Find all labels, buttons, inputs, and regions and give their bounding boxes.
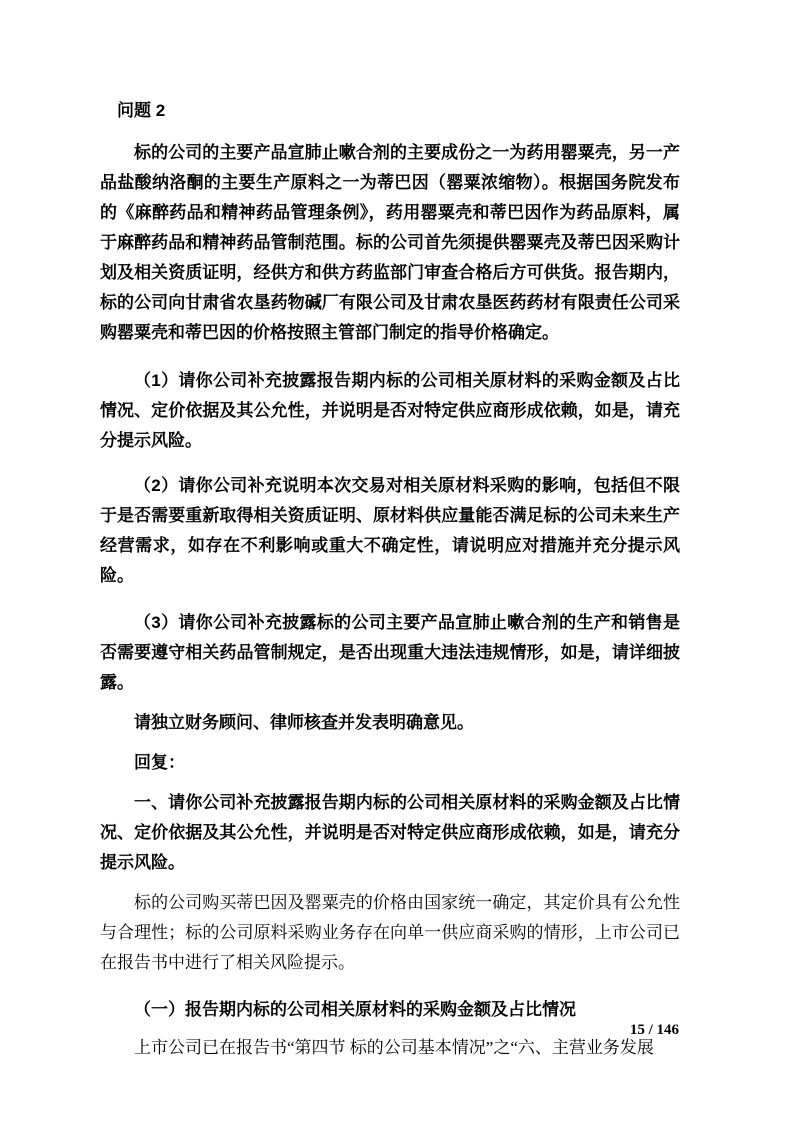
section-heading: （一）报告期内标的公司相关原材料的采购金额及占比情况 [134, 1000, 576, 1019]
reply-summary-paragraph: 标的公司购买蒂巴因及罂粟壳的价格由国家统一确定，其定价具有公允性与合理性；标的公司原料采购业务存在向单一供应商采购的情形，上市公司已在报告书中进行了相关风险提示。 [100, 893, 680, 972]
question-item-2: （2）请你公司补充说明本次交易对相关原材料采购的影响，包括但不限于是否需要重新取得相关资质证明、原材料供应量能否满足标的公司未来生产经营需求，如存在不利影响或重大不确定性，请说明应对措施并充分提示风险。 [100, 476, 680, 585]
question-title: 问题 2 [117, 101, 166, 120]
page-number: 15 / 146 [629, 1022, 679, 1038]
document-content [100, 96, 680, 1063]
question-item-3: （3）请你公司补充披露标的公司主要产品宣肺止嗽合剂的生产和销售是否需要遵守相关药品管制规定，是否出现重大违法违规情形，如是，请详细披露。 [100, 613, 680, 692]
reply-label: 回复： [134, 753, 185, 772]
section-body-paragraph: 上市公司已在报告书“第四节 标的公司基本情况”之“六、主营业务发展 [134, 1038, 654, 1057]
question-item-1: （1）请你公司补充披露报告期内标的公司相关原材料的采购金额及占比情况、定价依据及其公允性，并说明是否对特定供应商形成依赖，如是，请充分提示风险。 [100, 371, 680, 450]
page-footer [630, 1020, 679, 1040]
reply-question-restatement: 一、请你公司补充披露报告期内标的公司相关原材料的采购金额及占比情况、定价依据及其公允性，并说明是否对特定供应商形成依赖，如是，请充分提示风险。 [100, 793, 680, 872]
question-intro-paragraph: 标的公司的主要产品宣肺止嗽合剂的主要成份之一为药用罂粟壳，另一产品盐酸纳洛酮的主要生产原料之一为蒂巴因（罂粟浓缩物）。根据国务院发布的《麻醉药品和精神药品管理条例》，药用罂粟壳和蒂巴因作为药品原料，属于麻醉药品和精神药品管制范围。标的公司首先须提供罂粟壳及蒂巴因采购计划及相关资质证明，经供方和供方药监部门审查合格后方可供货。报告期内，标的公司向甘肃省农垦药物碱厂有限公司及甘肃农垦医药药材有限责任公司采购罂粟壳和蒂巴因的价格按照主管部门制定的指导价格确定。 [100, 143, 680, 342]
verification-request: 请独立财务顾问、律师核查并发表明确意见。 [134, 713, 474, 732]
